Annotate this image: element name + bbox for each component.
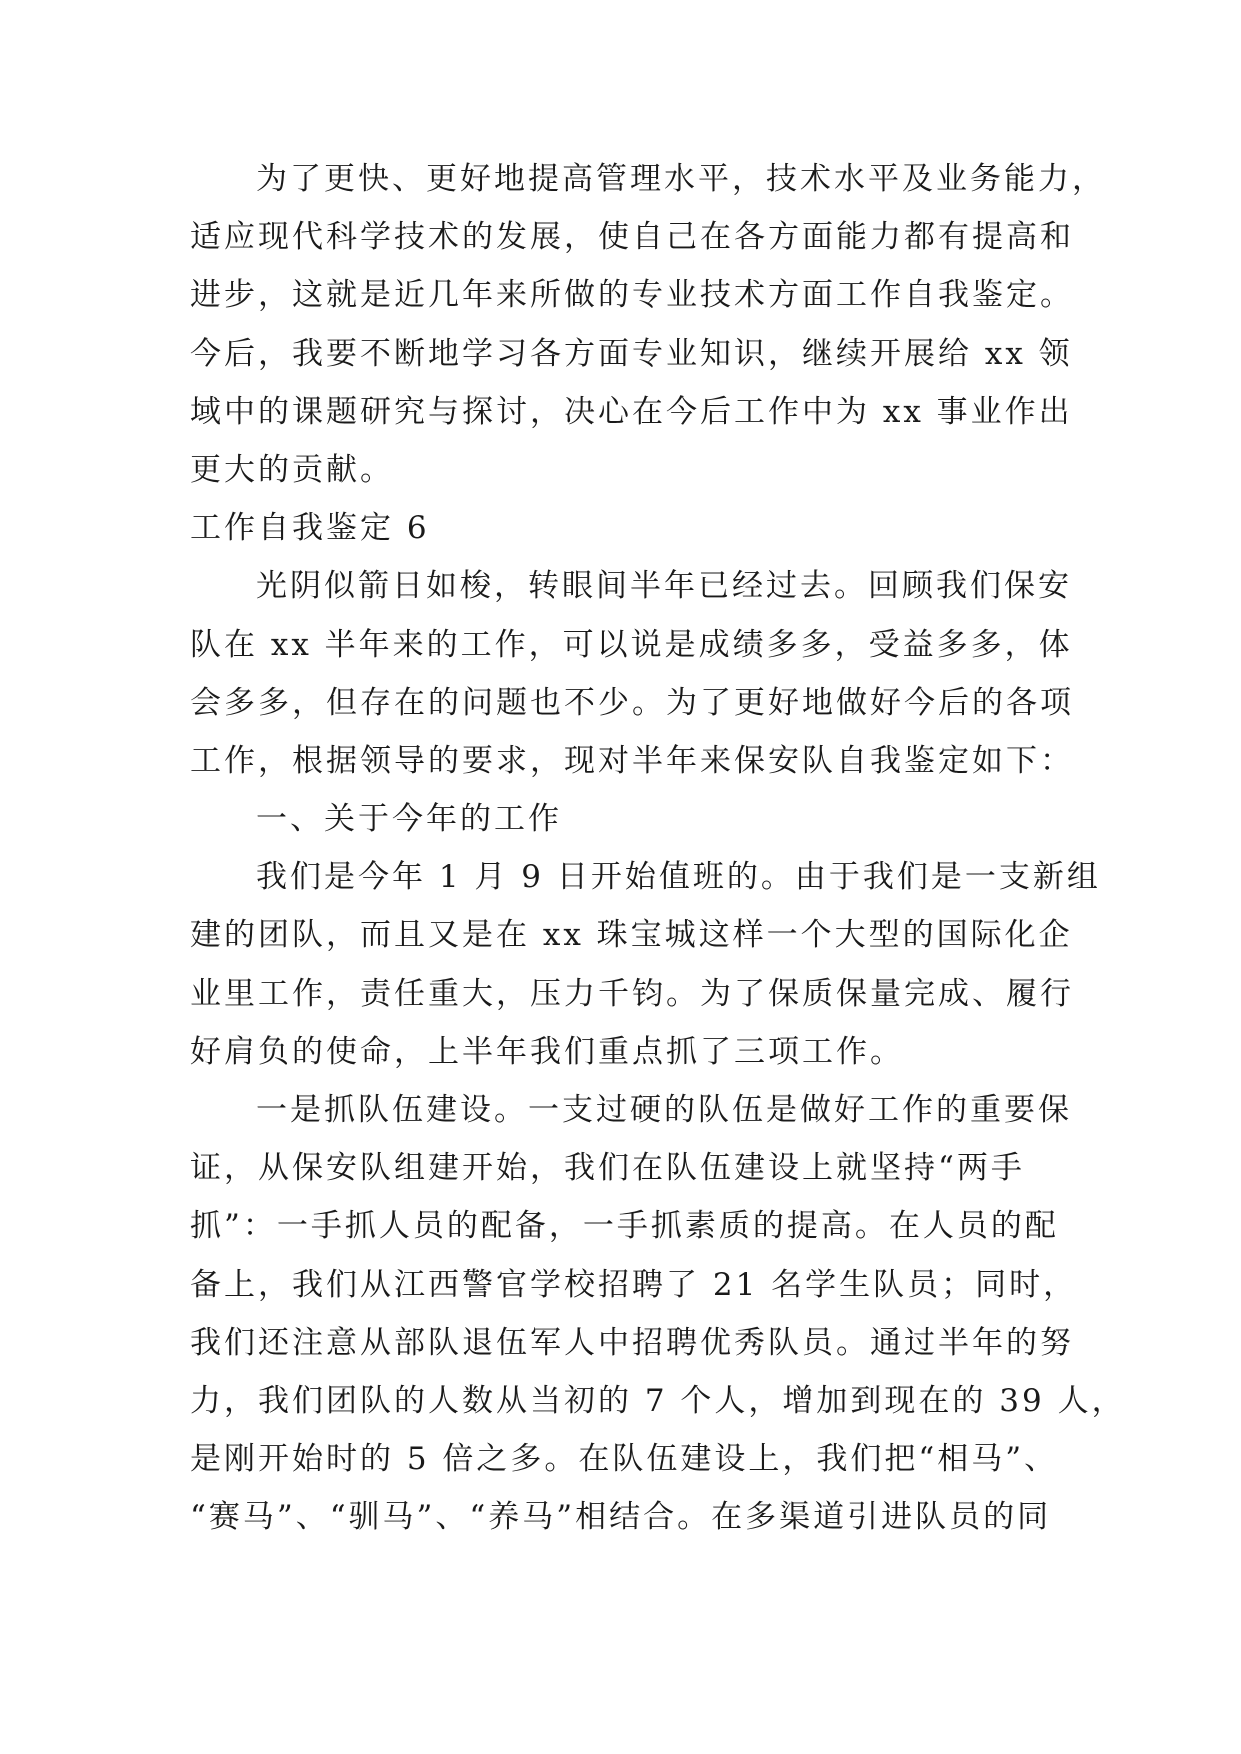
subsection-heading: 一、关于今年的工作: [256, 801, 562, 838]
paragraph-line: 域中的课题研究与探讨，决心在今后工作中为 xx 事业作出: [190, 393, 1073, 430]
paragraph-line: 工作，根据领导的要求，现对半年来保安队自我鉴定如下：: [190, 742, 1074, 779]
paragraph-line: 更大的贡献。: [190, 451, 394, 488]
paragraph-line: 一是抓队伍建设。一支过硬的队伍是做好工作的重要保: [256, 1092, 1072, 1128]
paragraph-line: 备上，我们从江西警官学校招聘了 21 名学生队员；同时，: [190, 1266, 1078, 1303]
paragraph-line: 是刚开始时的 5 倍之多。在队伍建设上，我们把“相马”、: [190, 1441, 1059, 1478]
paragraph-line: 好肩负的使命，上半年我们重点抓了三项工作。: [190, 1033, 904, 1070]
paragraph-line: 证，从保安队组建开始，我们在队伍建设上就坚持“两手: [190, 1150, 1025, 1187]
paragraph-line: 光阴似箭日如梭，转眼间半年已经过去。回顾我们保安: [256, 568, 1072, 605]
paragraph-line: 适应现代科学技术的发展，使自己在各方面能力都有提高和: [190, 219, 1074, 256]
paragraph-line: 建的团队，而且又是在 xx 珠宝城这样一个大型的国际化企: [190, 917, 1073, 954]
paragraph-line: 力，我们团队的人数从当初的 7 个人，增加到现在的 39 人，: [190, 1382, 1126, 1419]
paragraph-line: “赛马”、“驯马”、“养马”相结合。在多渠道引进队员的同: [190, 1499, 1052, 1536]
section-heading: 工作自我鉴定 6: [190, 510, 430, 547]
paragraph-line: 业里工作，责任重大，压力千钧。为了保质保量完成、履行: [190, 975, 1074, 1012]
paragraph-line: 抓”：一手抓人员的配备，一手抓素质的提高。在人员的配: [190, 1208, 1059, 1245]
paragraph-line: 会多多，但存在的问题也不少。为了更好地做好今后的各项: [190, 684, 1074, 721]
document-body: [190, 150, 1126, 1547]
paragraph-line: 为了更快、更好地提高管理水平，技术水平及业务能力，: [256, 161, 1106, 197]
paragraph-line: 队在 xx 半年来的工作，可以说是成绩多多，受益多多，体: [190, 626, 1073, 663]
paragraph-line: 进步，这就是近几年来所做的专业技术方面工作自我鉴定。: [190, 277, 1074, 314]
paragraph-line: 我们是今年 1 月 9 日开始值班的。由于我们是一支新组: [256, 859, 1101, 896]
paragraph-line: 今后，我要不断地学习各方面专业知识，继续开展给 xx 领: [190, 335, 1073, 372]
paragraph-line: 我们还注意从部队退伍军人中招聘优秀队员。通过半年的努: [190, 1324, 1074, 1361]
